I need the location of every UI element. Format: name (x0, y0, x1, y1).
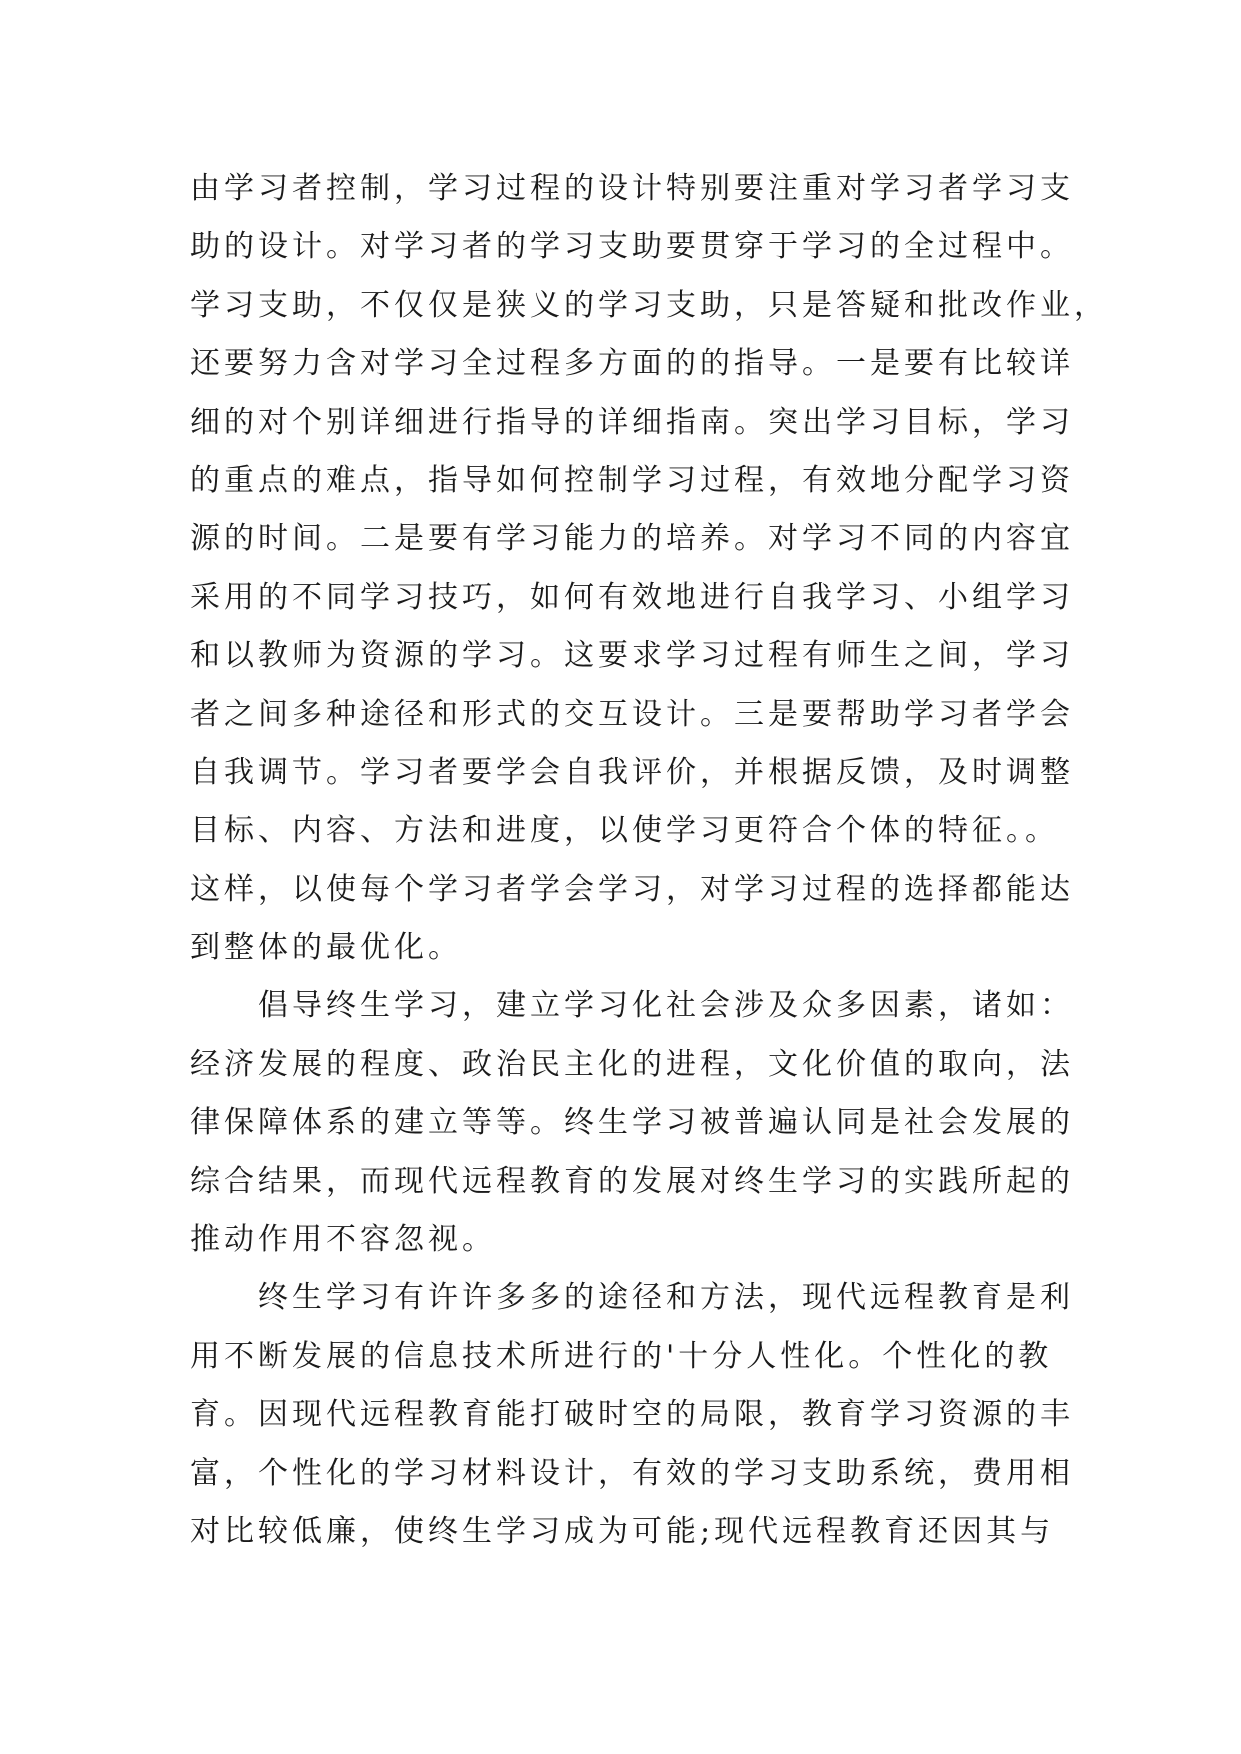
text-line: 育。因现代远程教育能打破时空的局限，教育学习资源的丰 (190, 1397, 1074, 1433)
text-line: 经济发展的程度、政治民主化的进程，文化价值的取向，法 (190, 1046, 1074, 1082)
text-line: 源的时间。二是要有学习能力的培养。对学习不同的内容宜 (190, 521, 1074, 557)
text-line: 还要努力含对学习全过程多方面的的指导。一是要有比较详 (190, 346, 1074, 382)
paragraph-start-line: 终生学习有许许多多的途径和方法，现代远程教育是利 (190, 1280, 1074, 1316)
text-line: 律保障体系的建立等等。终生学习被普遍认同是社会发展的 (190, 1105, 1074, 1141)
paragraph-start-line: 倡导终生学习，建立学习化社会涉及众多因素，诸如： (190, 988, 1074, 1024)
text-line: 富，个性化的学习材料设计，有效的学习支助系统，费用相 (190, 1455, 1074, 1491)
text-line: 推动作用不容忽视。 (190, 1222, 496, 1258)
text-line: 助的设计。对学习者的学习支助要贯穿于学习的全过程中。 (190, 229, 1074, 265)
text-line: 这样，以使每个学习者学会学习，对学习过程的选择都能达 (190, 871, 1074, 907)
text-line: 用不断发展的信息技术所进行的'十分人性化。个性化的教 (190, 1338, 1053, 1374)
text-line: 采用的不同学习技巧，如何有效地进行自我学习、小组学习 (190, 579, 1074, 615)
text-line: 目标、内容、方法和进度，以使学习更符合个体的特征。。 (190, 813, 1059, 849)
text-line: 自我调节。学习者要学会自我评价，并根据反馈，及时调整 (190, 754, 1074, 790)
text-line: 综合结果，而现代远程教育的发展对终生学习的实践所起的 (190, 1163, 1074, 1199)
text-line: 者之间多种途径和形式的交互设计。三是要帮助学习者学会 (190, 696, 1074, 732)
text-line: 到整体的最优化。 (190, 930, 462, 966)
text-line: 细的对个别详细进行指导的详细指南。突出学习目标，学习 (190, 404, 1074, 440)
text-line: 由学习者控制，学习过程的设计特别要注重对学习者学习支 (190, 171, 1074, 206)
text-line: 和以教师为资源的学习。这要求学习过程有师生之间，学习 (190, 638, 1074, 674)
text-line: 学习支助，不仅仅是狭义的学习支助，只是答疑和批改作业， (190, 287, 1108, 323)
text-line: 对比较低廉，使终生学习成为可能;现代远程教育还因其与 (190, 1513, 1055, 1549)
text-line: 的重点的难点，指导如何控制学习过程，有效地分配学习资 (190, 462, 1074, 498)
body-text (190, 160, 1108, 1561)
